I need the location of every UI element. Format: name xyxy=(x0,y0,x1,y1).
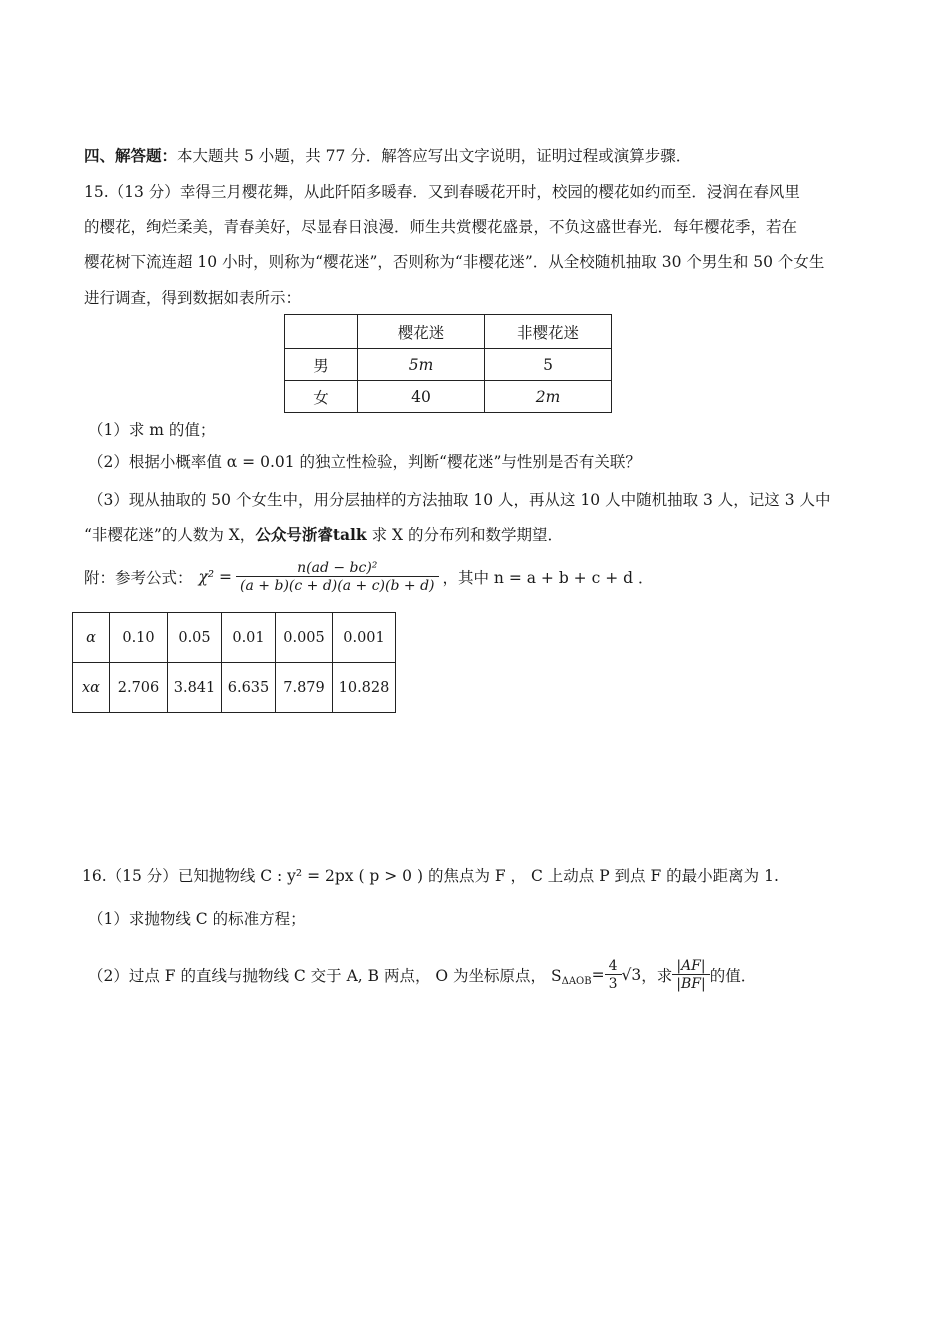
q16-stem: 已知抛物线 C : y² = 2px ( p > 0 ) 的焦点为 F ， C 上动点 P 到点 F 的最小距离为 1. xyxy=(177,867,779,885)
q15-part3-line1: （3）现从抽取的 50 个女生中，用分层抽样的方法抽取 10 人，再从这 10 人中随机抽取 3 人，记这 3 人中 xyxy=(88,491,831,509)
q16-part1: （1）求抛物线 C 的标准方程； xyxy=(88,910,306,928)
sqrt-three: √3 xyxy=(621,966,642,984)
area-frac-den: 3 xyxy=(605,974,622,992)
crit-x-cell: 10.828 xyxy=(333,663,396,713)
crit-x-cell: 7.879 xyxy=(276,663,333,713)
crit-alpha-cell: 0.005 xyxy=(276,613,333,663)
table-cell: 5 xyxy=(485,349,612,381)
q15-line4: 进行调查，得到数据如表所示： xyxy=(84,289,302,307)
crit-alpha-cell: 0.01 xyxy=(222,613,276,663)
table-cell: 2m xyxy=(485,381,612,413)
crit-x-cell: 3.841 xyxy=(168,663,222,713)
q15-number: 15. xyxy=(84,183,109,201)
table-header-cell xyxy=(285,315,358,349)
q16-part2-text-a: （2）过点 F 的直线与抛物线 C 交于 A, B 两点， O 为坐标原点， S xyxy=(88,967,562,985)
table-header-cell: 樱花迷 xyxy=(358,315,485,349)
crit-x-cell: 2.706 xyxy=(110,663,168,713)
q16-part2-text-c: 的值． xyxy=(709,967,757,985)
contingency-table xyxy=(284,314,612,413)
formula-prefix: 附：参考公式： xyxy=(84,569,193,587)
watermark-text: 公众号浙睿talk xyxy=(255,525,367,544)
q16-part2 xyxy=(88,950,756,1000)
table-cell: 5m xyxy=(358,349,485,381)
formula-fraction xyxy=(236,560,438,594)
q16-points: （15 分） xyxy=(106,867,178,885)
section-heading-line xyxy=(84,144,691,166)
q16-stem-line xyxy=(82,864,779,886)
area-fraction xyxy=(605,958,622,992)
area-subscript: ΔAOB xyxy=(561,975,592,987)
table-row-label: 男 xyxy=(285,349,358,381)
formula-lhs: χ² = xyxy=(198,568,233,586)
formula-suffix: ，其中 n = a + b + c + d ． xyxy=(442,569,654,587)
q15-line3: 樱花树下流连超 10 小时，则称为“樱花迷”，否则称为“非樱花迷”．从全校随机抽取 30 个男生和 50 个女生 xyxy=(84,253,825,271)
q15-points: （13 分） xyxy=(108,183,180,201)
q16-number: 16. xyxy=(82,867,107,885)
q15-part3-text-a: “非樱花迷”的人数为 X， xyxy=(84,526,256,544)
critical-value-table xyxy=(72,612,396,713)
crit-alpha-cell: 0.10 xyxy=(110,613,168,663)
crit-x-cell: 6.635 xyxy=(222,663,276,713)
q15-line1 xyxy=(84,180,800,202)
crit-alpha-cell: 0.05 xyxy=(168,613,222,663)
ratio-fraction xyxy=(672,958,709,992)
crit-alpha-label: α xyxy=(73,613,110,663)
reference-formula xyxy=(84,556,653,598)
section-intro: 本大题共 5 小题，共 77 分．解答应写出文字说明，证明过程或演算步骤． xyxy=(177,147,692,165)
q15-part1: （1）求 m 的值； xyxy=(88,421,216,439)
q16-part2-text-b: ，求 xyxy=(641,967,673,985)
q15-part2: （2）根据小概率值 α = 0.01 的独立性检验，判断“樱花迷”与性别是否有关联？ xyxy=(88,453,641,471)
formula-denominator: (a + b)(c + d)(a + c)(b + d) xyxy=(236,576,438,594)
crit-alpha-cell: 0.001 xyxy=(333,613,396,663)
q15-part3-text-b: 求 X 的分布列和数学期望． xyxy=(366,526,563,544)
q15-part3-line2 xyxy=(84,523,563,545)
q15-text-1: 幸得三月樱花舞，从此阡陌多暖春．又到春暖花开时，校园的樱花如约而至．浸润在春风里 xyxy=(179,183,800,201)
area-frac-num: 4 xyxy=(608,958,618,974)
table-cell: 40 xyxy=(358,381,485,413)
table-row-label: 女 xyxy=(285,381,358,413)
formula-numerator: n(ad − bc)² xyxy=(297,560,378,576)
q15-line2: 的樱花，绚烂柔美，青春美好，尽显春日浪漫．师生共赏樱花盛景，不负这盛世春光．每年樱花季，若在 xyxy=(84,218,798,236)
section-heading: 四、解答题： xyxy=(84,146,178,165)
q16-equals: = xyxy=(591,966,605,984)
table-header-cell: 非樱花迷 xyxy=(485,315,612,349)
crit-x-label: xα xyxy=(73,663,110,713)
ratio-den: |BF| xyxy=(672,974,709,992)
ratio-num: |AF| xyxy=(676,958,706,974)
